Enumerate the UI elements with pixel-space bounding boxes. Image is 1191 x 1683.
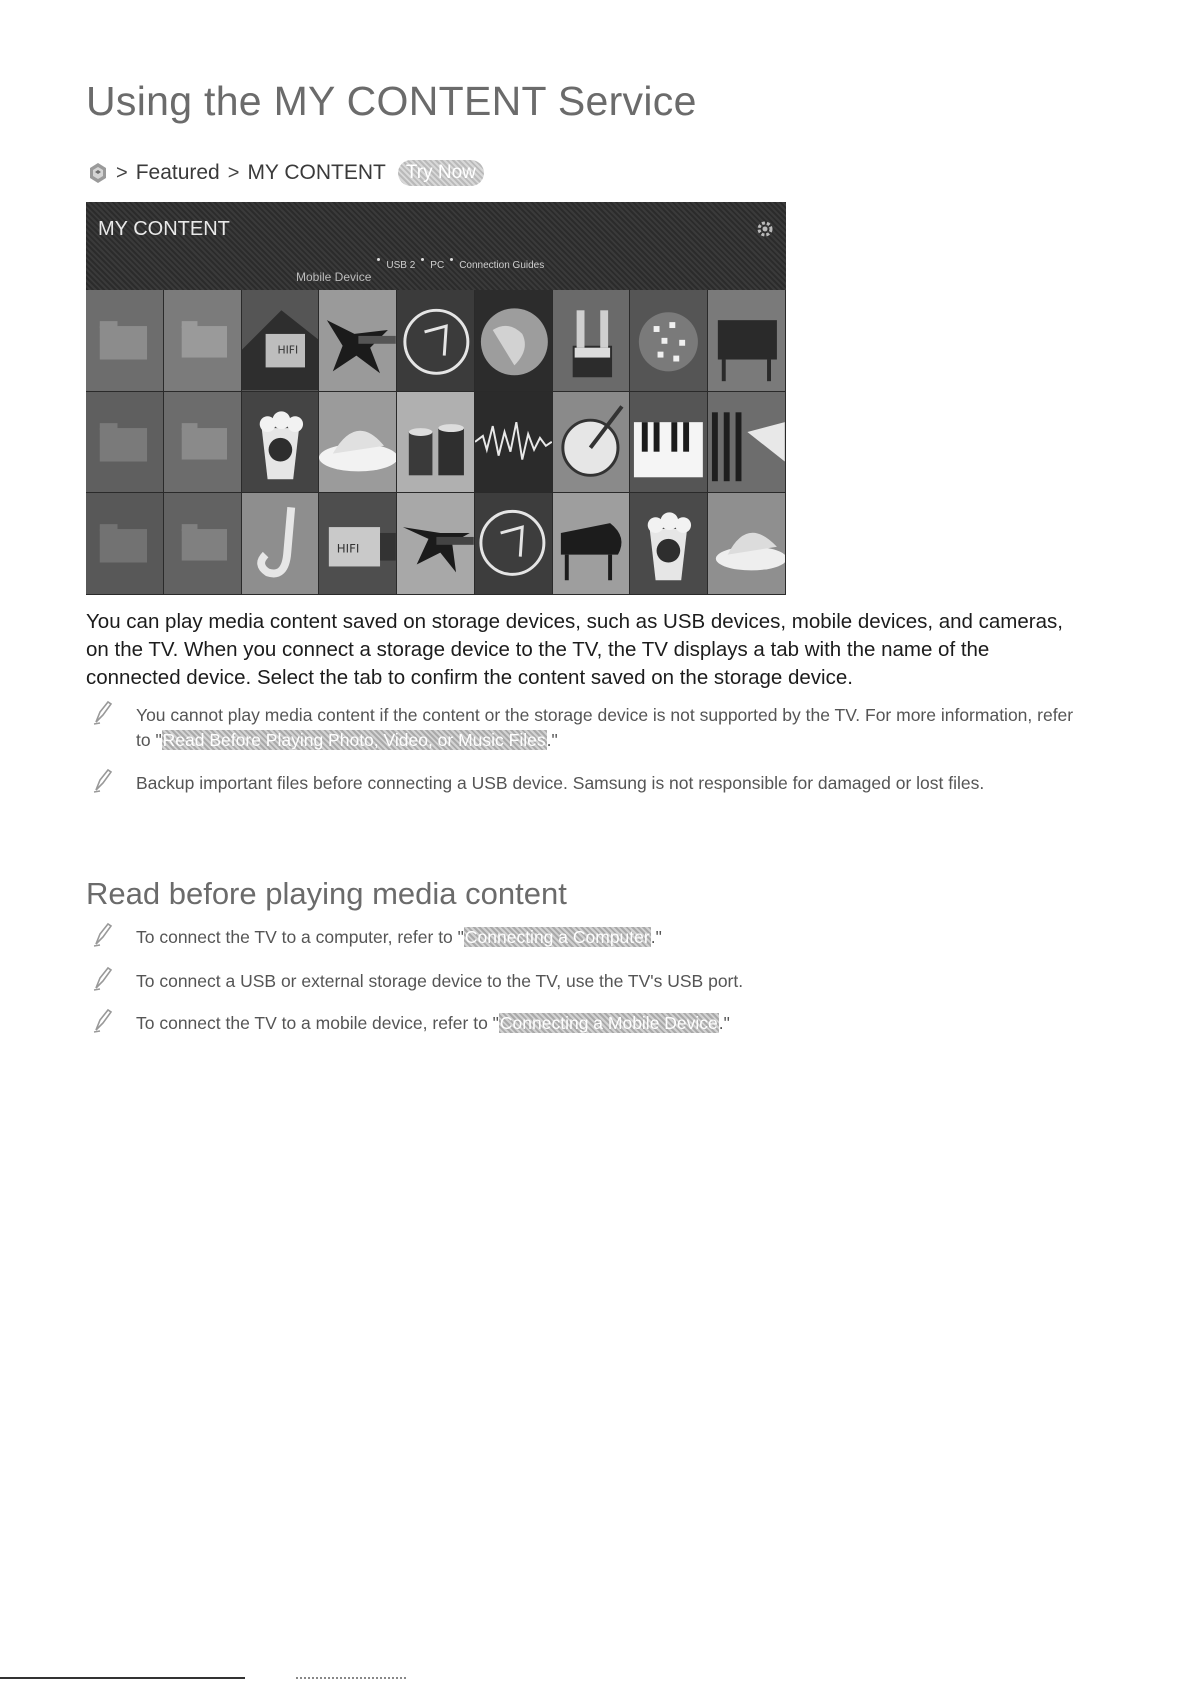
note-pencil-icon [92, 966, 114, 992]
screen-header [86, 202, 786, 290]
folder-tile[interactable] [86, 392, 164, 494]
note-pencil-icon [92, 1008, 114, 1034]
folder-icon [86, 392, 163, 493]
folder-icon [86, 290, 163, 391]
svg-text:HIFI: HIFI [337, 542, 360, 557]
waveform-icon [475, 392, 552, 493]
folder-tile[interactable] [164, 290, 242, 392]
media-tile[interactable] [708, 493, 786, 595]
banjo-icon [553, 392, 630, 493]
tab-pc[interactable]: PC [430, 260, 445, 271]
breadcrumb-featured[interactable]: Featured [135, 161, 220, 184]
folder-tile[interactable] [164, 493, 242, 595]
guitar-amp-icon [242, 290, 319, 391]
media-tile[interactable] [319, 493, 397, 595]
media-tile[interactable] [242, 493, 320, 595]
folder-icon [164, 493, 241, 594]
media-tile[interactable] [708, 290, 786, 392]
screen-title: MY CONTENT [98, 218, 230, 240]
piano-icon [708, 290, 785, 391]
breadcrumb-separator: > [116, 161, 128, 184]
page-title: Using the MY CONTENT Service [86, 78, 697, 124]
folder-icon [164, 290, 241, 391]
screen-tabs [296, 260, 545, 284]
popcorn-icon [630, 493, 707, 594]
hat-icon [319, 392, 396, 493]
media-tile[interactable] [319, 290, 397, 392]
media-tile[interactable] [708, 392, 786, 494]
note-item: To connect a USB or external storage device to the TV, use the TV's USB port. [136, 971, 744, 991]
media-tile[interactable] [630, 290, 708, 392]
media-tile[interactable] [553, 392, 631, 494]
media-tile[interactable] [553, 290, 631, 392]
tab-connection-guides[interactable]: Connection Guides [459, 260, 545, 271]
breadcrumb-my-content[interactable]: MY CONTENT [247, 161, 386, 184]
note-pencil-icon [92, 922, 114, 948]
media-tile[interactable] [242, 392, 320, 494]
note-item: To connect the TV to a mobile device, refer to "Connecting a Mobile Device." [136, 1013, 730, 1033]
gear-icon[interactable] [756, 220, 774, 238]
media-tile[interactable] [475, 392, 553, 494]
folder-tile[interactable] [164, 392, 242, 494]
note-pencil-icon [92, 768, 114, 794]
note-item: Backup important files before connecting a USB device. Samsung is not responsible for damaged or lost files. [136, 773, 985, 793]
note-item: You cannot play media content if the content or the storage device is not supported by the TV. For more information, refer to "Read Before Playing Photo, Video, or Music Files." [136, 705, 1074, 750]
note-pencil-icon [92, 700, 114, 726]
folder-tile[interactable] [86, 493, 164, 595]
folder-icon [164, 392, 241, 493]
breadcrumb [88, 160, 484, 186]
intro-paragraph: You can play media content saved on storage devices, such as USB devices, mobile devices, and cameras, on the TV. When you connect a storage device to the TV, the TV displays a tab with the name of the connected device. Select the tab to confirm the content saved on the storage device. [86, 610, 1063, 689]
folder-icon [86, 493, 163, 594]
content-grid [86, 290, 786, 595]
link-read-before-playing[interactable]: Read Before Playing Photo, Video, or Music Files [162, 730, 546, 750]
media-tile[interactable] [475, 493, 553, 595]
saxophone-icon [242, 493, 319, 594]
media-tile[interactable] [397, 290, 475, 392]
link-connecting-mobile-device[interactable]: Connecting a Mobile Device [499, 1013, 718, 1033]
media-tile[interactable] [242, 290, 320, 392]
tab-dot [450, 258, 453, 261]
tab-mobile-device[interactable]: Mobile Device [296, 270, 372, 284]
link-connecting-computer[interactable]: Connecting a Computer [464, 927, 650, 947]
section-title: Read before playing media content [86, 876, 567, 911]
try-now-button[interactable]: Try Now [398, 160, 484, 186]
disco-ball-icon [630, 290, 707, 391]
tab-dot [421, 258, 424, 261]
my-content-screenshot [86, 202, 786, 595]
rock-hand-icon [553, 290, 630, 391]
piano-keys-icon [630, 392, 707, 493]
media-tile[interactable] [397, 392, 475, 494]
footer-mark [296, 1677, 406, 1680]
popcorn-icon [242, 392, 319, 493]
media-tile[interactable] [553, 493, 631, 595]
tab-dot [377, 258, 380, 261]
drums-icon [397, 392, 474, 493]
media-tile[interactable] [397, 493, 475, 595]
smart-hub-icon[interactable] [88, 162, 108, 184]
media-tile[interactable] [475, 290, 553, 392]
media-tile[interactable] [319, 392, 397, 494]
svg-text:HIFI: HIFI [276, 343, 298, 357]
electric-guitar-icon [319, 290, 396, 391]
grand-piano-icon [553, 493, 630, 594]
note-item: To connect the TV to a computer, refer to "Connecting a Computer." [136, 927, 662, 947]
footer-rule [0, 1677, 245, 1679]
music-disc-icon [475, 493, 552, 594]
folder-tile[interactable] [86, 290, 164, 392]
tab-usb-2[interactable]: USB 2 [386, 260, 416, 271]
media-tile[interactable] [630, 493, 708, 595]
breadcrumb-separator: > [227, 161, 240, 184]
media-tile[interactable] [630, 392, 708, 494]
stage-icon [708, 392, 785, 493]
electric-guitar-icon [397, 493, 474, 594]
hat-icon [708, 493, 785, 594]
music-disc-icon [397, 290, 474, 391]
guitar-amp-icon [319, 493, 396, 594]
globe-icon [475, 290, 552, 391]
